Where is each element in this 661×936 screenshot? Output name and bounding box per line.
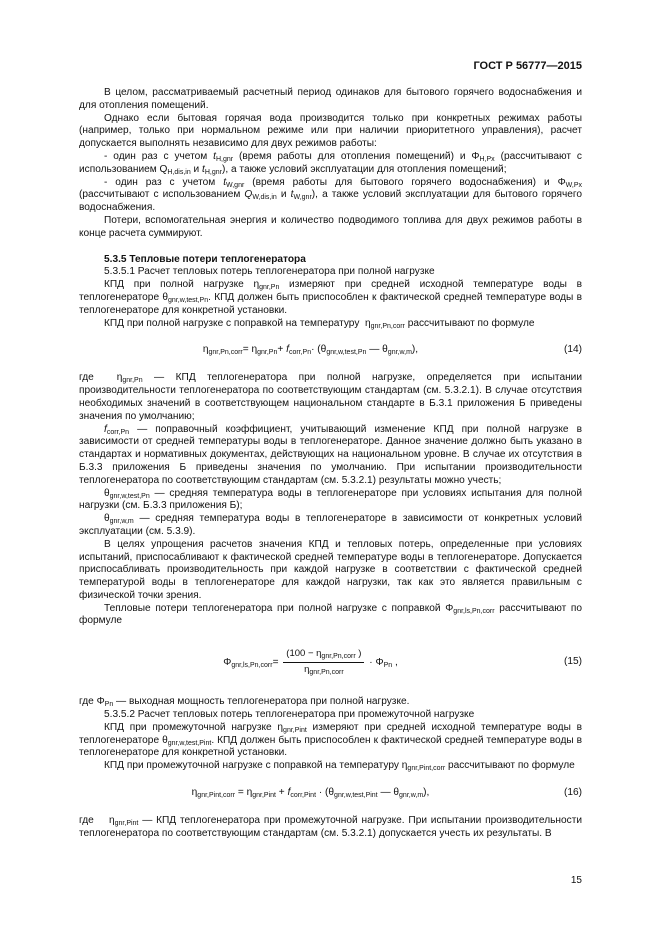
paragraph: В целях упрощения расчетов значения КПД и тепловых потерь, определенные при условиях испытаний, приспосабливают к фактической средней температуре воды в теплогенераторе. Допускается приспосабливать производительность при каждой нагрузке в соответствии с фактической средней температурой воды в теплогенераторе для каждой нагрузки, так как это является правильным с физической точки зрения.	[79, 538, 582, 601]
paragraph: где $\Phi_{Pn}$ — выходная мощность теплогенератора при полной нагрузке.	[79, 696, 410, 709]
paragraph: где $\eta_{gnr,Pn}$ — КПД теплогенератора при полной нагрузке, определяется при испытании производительности теплогенератора по соответствующим стандартам (см. 5.3.2.1). В случае отсутствия необходимых значений в соответствующем национальном стандарте в Б.3.1 приложения Б приведены значения по умолчанию;	[79, 372, 582, 422]
formula-expression: $\eta_{gnr,Pn,corr}= \eta_{gnr,Pn}+ f_{corr,Pn}\cdot (\theta_{gnr,w,test,Pn}$ — $\theta_{gnr,w,m}$),	[202, 343, 419, 356]
formula-number: (15)	[563, 655, 582, 667]
formula-16	[79, 785, 582, 801]
list-item: - один раз с учетом $t_{H,gnr}$ (время работы для отопления помещений) и $\Phi_{H,Px}$ (рассчитывают с использованием $Q_{H,dis,in}$ и $t_{H,gnr}$), а также условий эксплуатации для отопления помещений;	[79, 150, 582, 176]
fraction: $\frac{(100 - \eta_{gnr,Pn,corr} )}{\eta_{gnr,Pn,corr}}$	[283, 648, 364, 677]
subsection-heading: 5.3.5.2 Расчет тепловых потерь теплогенератора при промежуточной нагрузке	[104, 709, 475, 721]
formula-number: (14)	[563, 343, 582, 355]
list-item: - один раз с учетом $t_{W,gnr}$ (время работы для бытового горячего водоснабжения) и $\Phi_{W,Px}$ (рассчитывают с использованием $Q_{W,dis,in}$ и $t_{W,gnr}$), а также условий эксплуатации для бытового горячего водоснабжения.	[79, 176, 582, 214]
formula-number: (16)	[563, 786, 582, 798]
paragraph: где $\eta_{gnr,Pint}$ — КПД теплогенератора при промежуточной нагрузке. При испытании производительности теплогенератора по соответствующим стандартам (см. 5.3.2.1) допускается учесть их результаты. В	[79, 815, 582, 839]
paragraph: КПД при промежуточной нагрузке $\eta_{gnr,Pint}$ измеряют при средней исходной температуре воды в теплогенераторе $\theta_{gnr,w,test,Pint}$. КПД должен быть приспособлен к фактической средней температуре воды в теплогенераторе для конкретной установки.	[79, 721, 583, 759]
page-number: 15	[570, 875, 582, 886]
paragraph: $\theta_{gnr,w,test,Pn}$ — средняя температура воды в теплогенераторе при условиях испытания для полной нагрузки (см. Б.3.3 приложения Б);	[79, 487, 582, 512]
formula-14	[79, 342, 582, 358]
formula-expression: $\eta_{gnr,Pint,corr} = \eta_{gnr,Pint} + f_{corr,Pint} \cdot (\theta_{gnr,w,test,Pint}$ — $\theta_{gnr,w,m}$),	[191, 786, 430, 799]
paragraph: $f_{corr,Pn}$ — поправочный коэффициент, учитывающий изменение КПД при полной нагрузке в зависимости от средней температуры воды в теплогенераторе. Данное значение должно быть указано в стандартах и нормативных документах, действующих на национальном уровне. В случае их отсутствия в Б.3.3 приложения Б приведены значения по умолчанию. При испытании производительности теплогенератора по соответствующим стандартам (см. 5.3.2.1) результаты можно учесть;	[79, 423, 582, 486]
paragraph: $\theta_{gnr,w,m}$ — средняя температура воды в теплогенераторе в зависимости от конкретных условий эксплуатации (см. 5.3.9).	[79, 513, 582, 537]
document-id: ГОСТ Р 56777—2015	[473, 60, 582, 72]
page-body	[79, 87, 582, 841]
paragraph: КПД при полной нагрузке $\eta_{gnr,Pn}$ измеряют при средней исходной температуре воды в теплогенераторе $\theta_{gnr,w,test,Pn}$. КПД должен быть приспособлен к фактической средней температуре воды в теплогенераторе для конкретной установки.	[79, 279, 583, 316]
paragraph: В целом, рассматриваемый расчетный период одинаков для бытового горячего водоснабжения и для отопления помещений.	[79, 87, 582, 111]
paragraph: КПД при промежуточной нагрузке с поправкой на температуру $\eta_{gnr,Pint,corr}$ рассчитывают по формуле	[104, 760, 575, 773]
formula-15	[79, 642, 582, 682]
subsection-heading: 5.3.5.1 Расчет тепловых потерь теплогенератора при полной нагрузке	[104, 266, 435, 278]
paragraph: КПД при полной нагрузке с поправкой на температуру $\eta_{gnr,Pn,corr}$ рассчитывают по формуле	[104, 317, 535, 330]
formula-expression: $\Phi_{gnr,ls,Pn,corr}=$ $\frac{(100 - \eta_{gnr,Pn,corr} )}{\eta_{gnr,Pn,corr}}$ · $\Phi_{Pn}$ ,	[223, 647, 398, 676]
paragraph: Тепловые потери теплогенератора при полной нагрузке с поправкой $\Phi_{gnr,ls,Pn,corr}$ рассчитывают по формуле	[79, 602, 582, 627]
section-heading: 5.3.5 Тепловые потери теплогенератора	[104, 253, 306, 265]
paragraph: Потери, вспомогательная энергия и количество подводимого топлива для двух режимов работы в конце расчета суммируют.	[79, 214, 582, 239]
paragraph: Однако если бытовая горячая вода производится только при конкретных режимах работы (например, только при нормальном режиме или при наличии приоритетного управления), расчет допускается выполнять независимо для двух режимов работы:	[79, 112, 582, 150]
